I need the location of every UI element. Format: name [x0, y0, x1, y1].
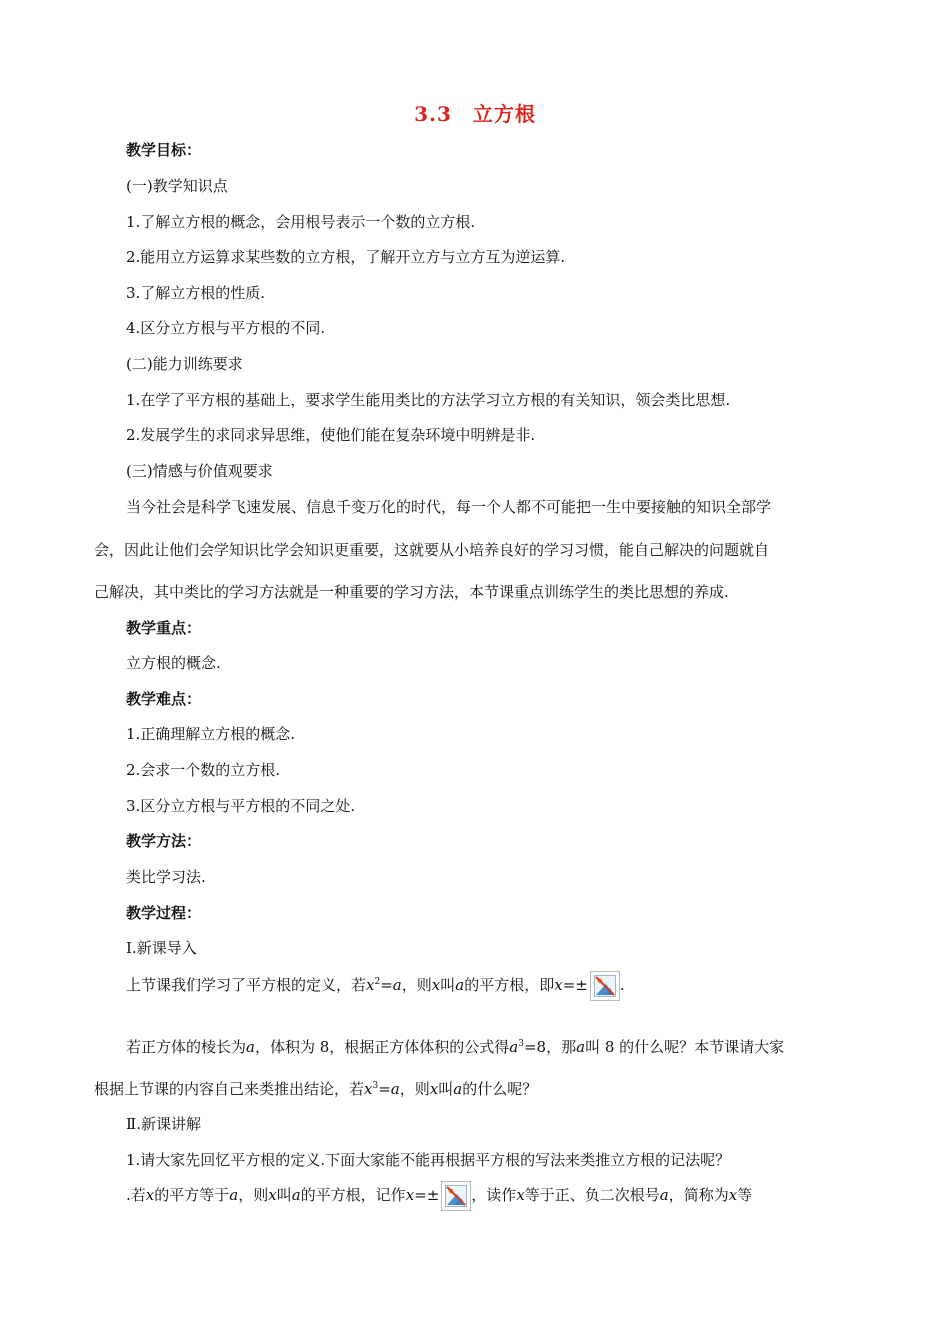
list-item: 3.区分立方根与平方根的不同之处. — [126, 797, 356, 815]
broken-image-icon — [590, 971, 620, 1001]
part1-heading: Ⅰ.新课导入 — [126, 939, 197, 957]
page-title: 3.3 立方根 — [414, 102, 536, 126]
explain-line-2: .若x的平方等于a，则x叫a的平方根，记作x=± ，读作x等于正、负二次根号a，简称为x等 — [126, 1178, 752, 1212]
list-item: 1.正确理解立方根的概念. — [126, 725, 296, 743]
list-item: 2.发展学生的求同求异思维，使他们能在复杂环境中明辨是非. — [126, 426, 536, 444]
sec3-heading: (三)情感与价值观要求 — [126, 462, 273, 480]
paragraph-line: 己解决，其中类比的学习方法就是一种重要的学习方法，本节课重点训练学生的类比思想的养成. — [94, 583, 729, 601]
paragraph-line: 会，因此让他们会学知识比学会知识更重要，这就要从小培养良好的学习习惯，能自己解决的问题就自 — [94, 541, 770, 559]
list-item: 3.了解立方根的性质. — [126, 284, 266, 302]
method-heading: 教学方法： — [126, 832, 202, 850]
list-item: 2.能用立方运算求某些数的立方根，了解开立方与立方互为逆运算. — [126, 248, 566, 266]
process-heading: 教学过程： — [126, 904, 202, 922]
key-text: 立方根的概念. — [126, 654, 221, 672]
list-item: 2.会求一个数的立方根. — [126, 761, 281, 779]
cube-line-2: 根据上节课的内容自己来类推出结论，若$x^3=a$，则x叫a的什么呢？ — [94, 1080, 538, 1098]
explain-line-1: 1.请大家先回忆平方根的定义.下面大家能不能再根据平方根的写法来类推立方根的记法呢？ — [126, 1151, 731, 1169]
goal-heading: 教学目标： — [126, 141, 202, 159]
list-item: 1.了解立方根的概念，会用根号表示一个数的立方根. — [126, 213, 476, 231]
broken-image-icon — [441, 1181, 471, 1211]
paragraph-line: 当今社会是科学飞速发展、信息千变万化的时代，每一个人都不可能把一生中要接触的知识全部学 — [126, 498, 772, 516]
sec2-heading: (二)能力训练要求 — [126, 355, 243, 373]
method-text: 类比学习法. — [126, 868, 206, 886]
intro-line: 上节课我们学习了平方根的定义，若$x^2=a$，则x叫a的平方根，即x=± . — [126, 968, 625, 1002]
list-item: 4.区分立方根与平方根的不同. — [126, 319, 326, 337]
cube-line-1: 若正方体的棱长为a，体积为 8，根据正方体体积的公式得$a^3=8$，那a叫 8 的什么呢？本节课请大家 — [126, 1038, 785, 1056]
difficulty-heading: 教学难点： — [126, 690, 202, 708]
key-heading: 教学重点： — [126, 619, 202, 637]
sec1-heading: (一)教学知识点 — [126, 177, 228, 195]
part2-heading: Ⅱ.新课讲解 — [126, 1115, 201, 1133]
list-item: 1.在学了平方根的基础上，要求学生能用类比的方法学习立方根的有关知识，领会类比思想. — [126, 391, 731, 409]
